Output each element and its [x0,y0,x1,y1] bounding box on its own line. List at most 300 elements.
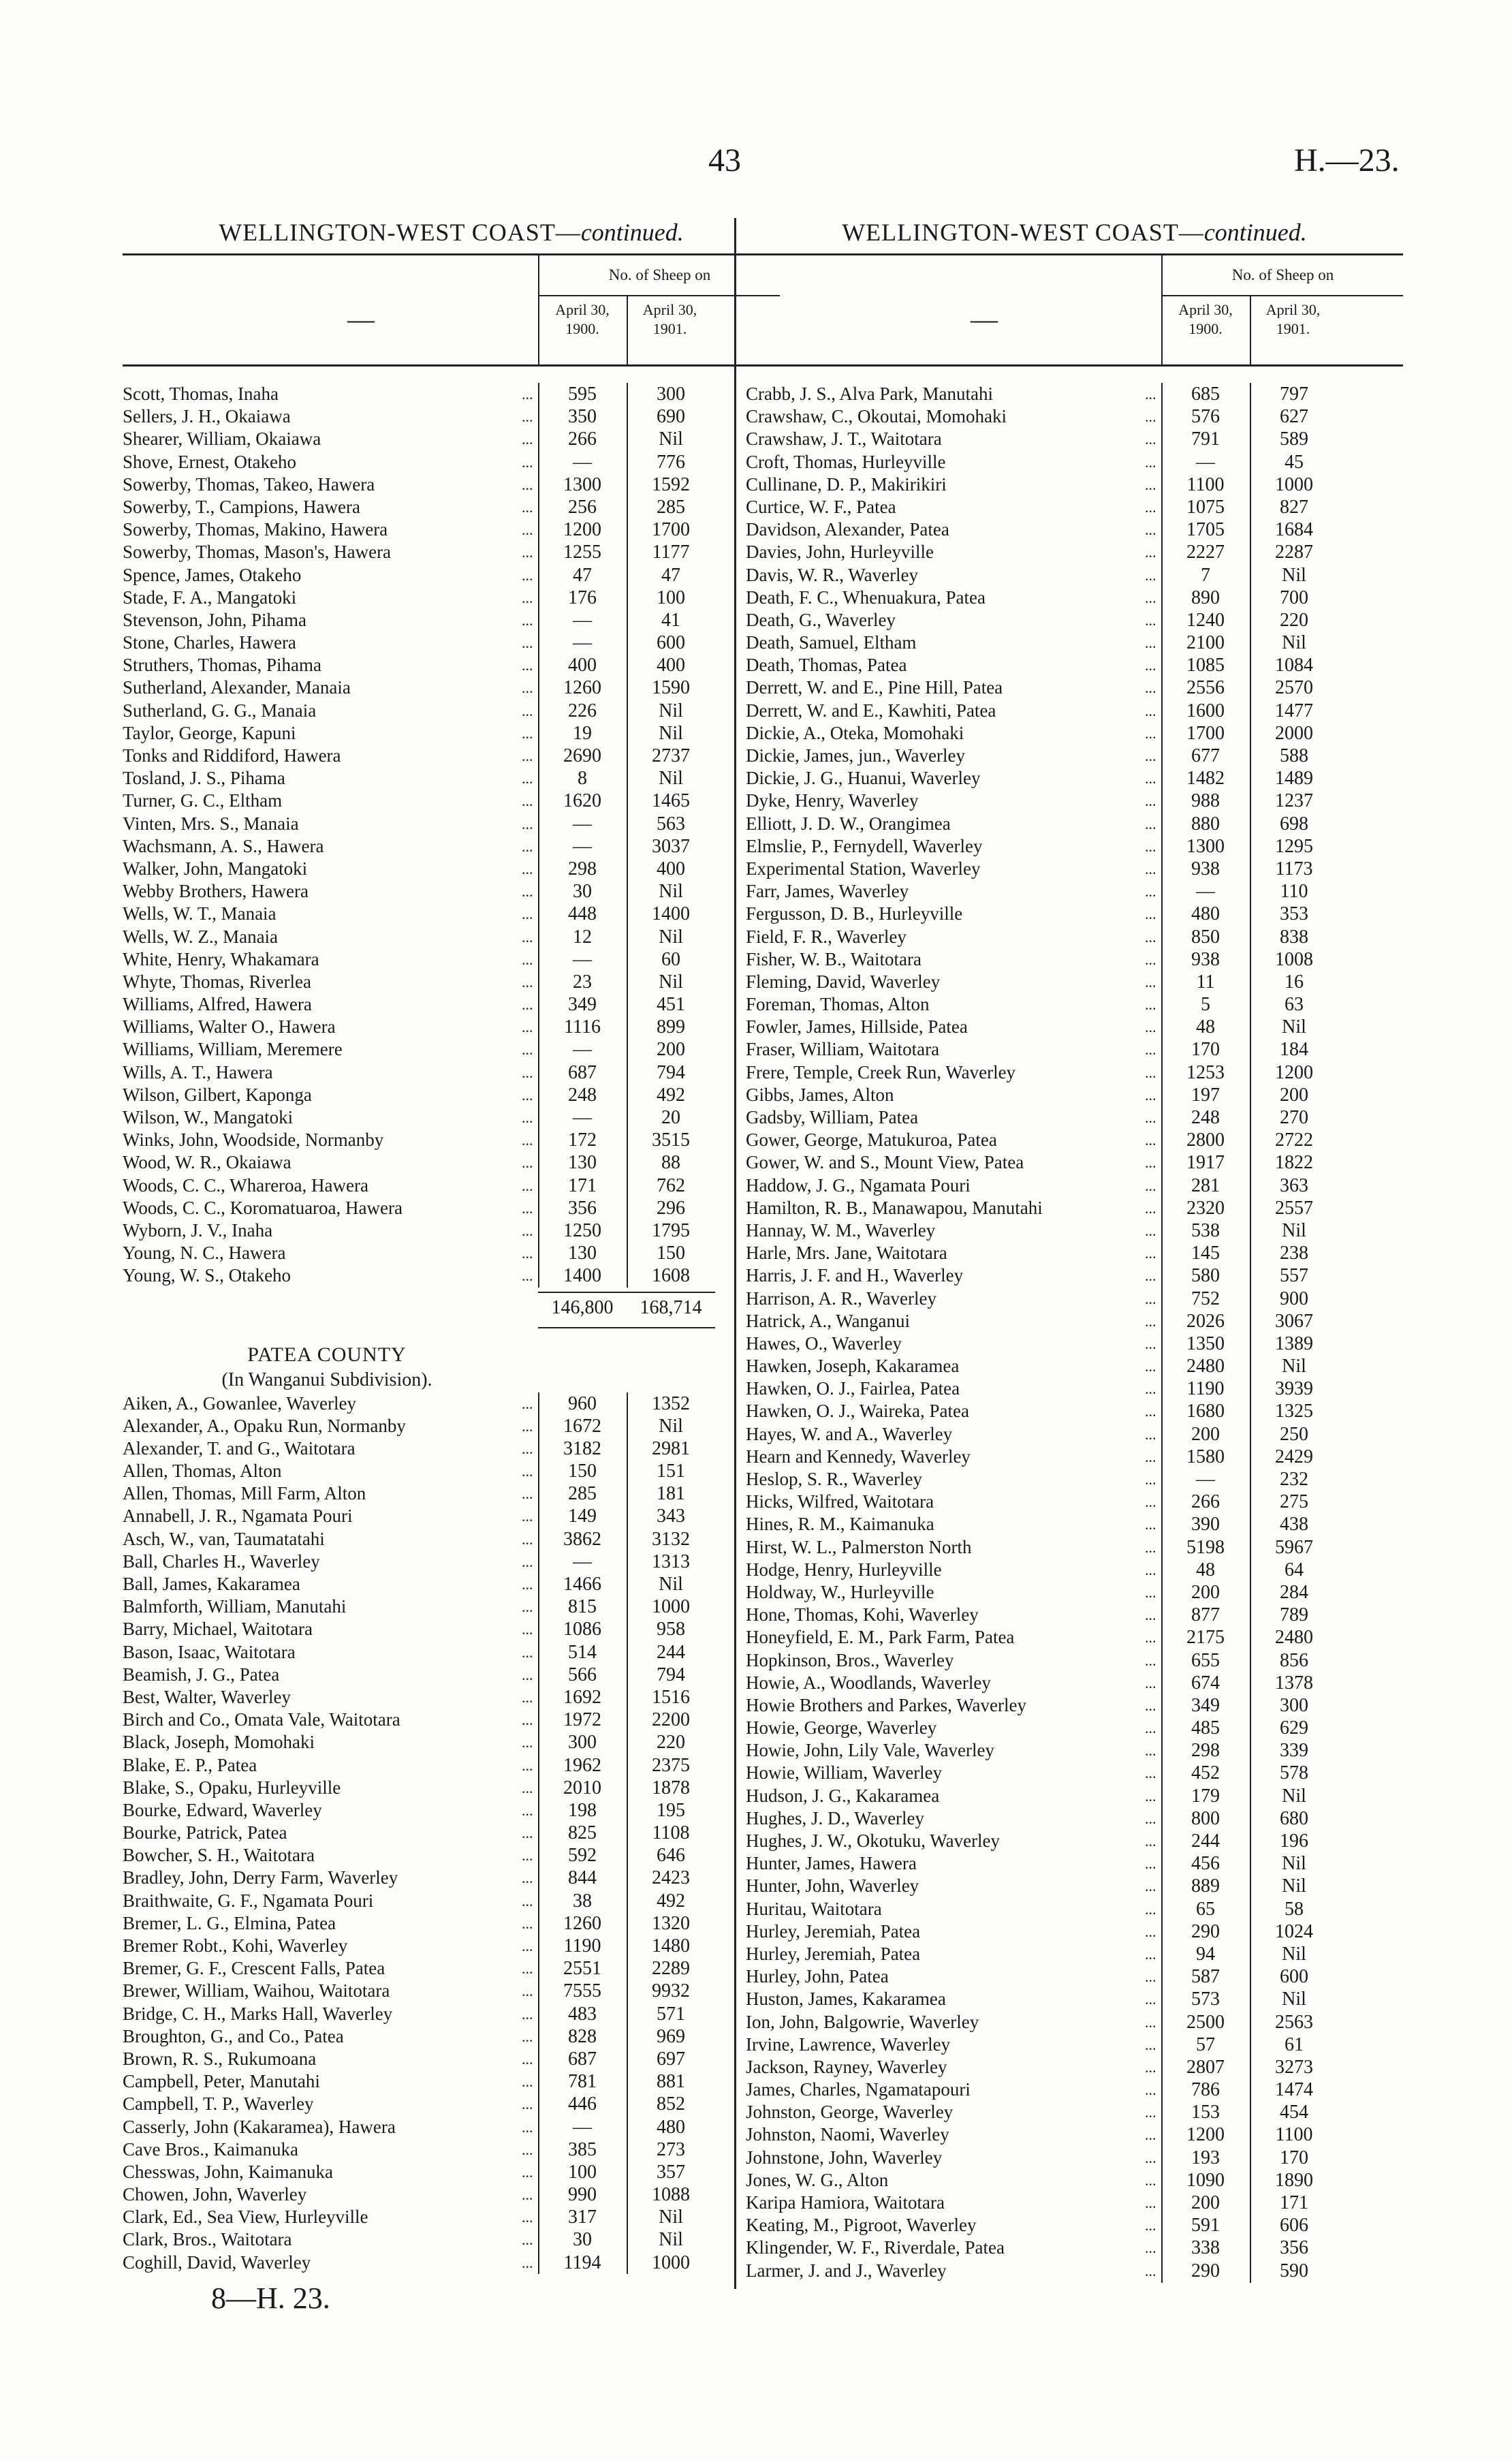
owner-name: Derrett, W. and E., Pine Hill, Patea [746,677,1003,698]
sheep-1901: 588 [1280,745,1308,766]
owner-name: Gibbs, James, Alton [746,1084,894,1105]
table-row [123,1197,780,1219]
sheep-1901: 557 [1280,1265,1308,1287]
name-column-header: — [347,304,375,334]
table-row [746,1174,1403,1197]
owner-name: Sowerby, Thomas, Makino, Hawera [123,519,388,540]
sheep-1900: 687 [568,1061,597,1083]
table-row [746,2011,1403,2034]
owner-name: Bourke, Edward, Waverley [123,1799,322,1820]
table-row [123,1799,780,1822]
sheep-1900: 179 [1191,1785,1220,1807]
sheep-1900: 1620 [563,790,601,812]
leader-dots: ... [1145,1629,1156,1647]
leader-dots: ... [1145,1538,1156,1556]
sheep-1901: 3515 [652,1129,690,1151]
sheep-1901: 2423 [652,1867,690,1889]
sheep-1901: 492 [657,1890,685,1912]
table-row [123,1219,780,1242]
leader-dots: ... [522,1847,533,1865]
sheep-1901: 150 [657,1243,685,1264]
sheep-1900: 988 [1191,790,1220,812]
sheep-1900: 1075 [1186,496,1225,518]
sheep-1901: 2722 [1275,1129,1313,1151]
sheep-1901: 1684 [1275,519,1313,541]
leader-dots: ... [522,950,533,968]
left-section-heading: WELLINGTON-WEST COAST—continued. [219,219,684,246]
sheep-1901: 343 [657,1506,685,1527]
leader-dots: ... [1145,2171,1156,2189]
date-1901-header: April 30, 1901. [1265,301,1321,337]
leader-dots: ... [1145,1312,1156,1330]
sheep-1900: 1116 [564,1016,601,1038]
right-column [746,217,1403,2282]
table-row [123,2206,780,2228]
table-row [746,813,1403,835]
table-row [746,1423,1403,1446]
owner-name: Allen, Thomas, Mill Farm, Alton [123,1483,366,1504]
leader-dots: ... [522,1734,533,1751]
table-row [123,2251,780,2274]
sheep-1900: 1085 [1186,655,1225,676]
leader-dots: ... [522,634,533,652]
leader-dots: ... [1145,1041,1156,1059]
table-row [746,1491,1403,1513]
owner-name: Ion, John, Balgowrie, Waverley [746,2011,979,2032]
sheep-1900: 573 [1191,1989,1220,2010]
owner-name: Winks, John, Woodside, Normanby [123,1129,384,1151]
table-row [123,609,780,632]
sheep-1901: 776 [657,451,685,473]
owner-name: Blake, S., Opaku, Hurleyville [123,1777,341,1798]
leader-dots: ... [1145,2262,1156,2279]
sheep-1900: 938 [1191,858,1220,879]
sheep-1901: 794 [657,1061,685,1083]
leader-dots: ... [1145,973,1156,991]
leader-dots: ... [1145,1855,1156,1873]
owner-name: Howie Brothers and Parkes, Waverley [746,1694,1026,1715]
owner-name: Sutherland, Alexander, Manaia [123,677,351,698]
owner-name: Taylor, George, Kapuni [123,722,296,743]
sheep-1900: 172 [568,1129,597,1151]
table-row [746,1468,1403,1491]
sheep-1900: 1200 [563,519,601,541]
sheep-1900: 48 [1196,1016,1215,1038]
sheep-1900: 566 [568,1664,597,1685]
sheep-1901: 600 [1280,1966,1308,1988]
owner-name: Whyte, Thomas, Riverlea [123,971,311,992]
owner-name: Struthers, Thomas, Pihama [123,655,321,676]
owner-name: Wells, W. Z., Manaia [123,926,279,947]
owner-name: Hodge, Henry, Hurleyville [746,1559,942,1580]
table-row [746,745,1403,767]
table-row [746,993,1403,1016]
sheep-1901: 1108 [652,1822,690,1844]
sheep-1901: 2000 [1275,722,1313,744]
table-row [746,1762,1403,1784]
sheep-1900: 7 [1201,564,1210,586]
leader-dots: ... [522,1154,533,1172]
table-row [746,564,1403,587]
sheep-1901: 284 [1280,1581,1308,1603]
sheep-1900: 145 [1191,1243,1220,1264]
sheep-1901: Nil [659,2207,683,2228]
sheep-1901: 1378 [1275,1672,1313,1694]
owner-name: Gadsby, William, Patea [746,1107,919,1127]
table-row [746,1694,1403,1717]
leader-dots: ... [522,386,533,403]
owner-name: Barry, Michael, Waitotara [123,1619,313,1640]
sheep-1900: 687 [568,2048,597,2070]
sheep-1901: 690 [657,406,685,428]
sheep-1900: 1190 [1186,1378,1225,1400]
sheep-1900: 350 [568,406,597,428]
owner-name: White, Henry, Whakamara [123,948,319,969]
leader-dots: ... [522,792,533,810]
sheep-1901: Nil [1282,1016,1306,1038]
sheep-1900: 538 [1191,1219,1220,1241]
leader-dots: ... [1145,1335,1156,1352]
leader-dots: ... [522,1109,533,1126]
leader-dots: ... [522,860,533,877]
owner-name: Dickie, James, jun., Waverley [746,745,965,766]
table-row [746,1807,1403,1830]
table-row [123,473,780,496]
leader-dots: ... [1145,657,1156,674]
sheep-1900: 1086 [563,1619,601,1640]
table-row [746,496,1403,518]
leader-dots: ... [1145,747,1156,764]
leader-dots: ... [1145,1290,1156,1307]
leader-dots: ... [1145,1448,1156,1465]
sheep-1901: 1237 [1275,790,1313,812]
owner-name: Howie, John, Lily Vale, Waverley [746,1740,995,1761]
leader-dots: ... [522,679,533,697]
owner-name: Beamish, J. G., Patea [123,1664,280,1685]
leader-dots: ... [522,1018,533,1036]
owner-name: Hamilton, R. B., Manawapou, Manutahi [746,1197,1043,1218]
sheep-1900: 1350 [1186,1333,1225,1354]
owner-name: Hines, R. M., Kaimanuka [746,1514,934,1535]
table-row [123,1437,780,1460]
table-row [746,587,1403,609]
table-row [123,1618,780,1640]
owner-name: Wilson, W., Mangatoki [123,1107,294,1127]
table-row [746,2260,1403,2282]
sheep-1900: 266 [568,428,597,450]
owner-name: Farr, James, Waverley [746,881,909,902]
leader-dots: ... [522,1801,533,1819]
sheep-1900: — [573,451,592,473]
leader-dots: ... [522,702,533,719]
table-row [123,2025,780,2048]
owner-name: Keating, M., Pigroot, Waverley [746,2215,977,2236]
leader-dots: ... [1145,996,1156,1014]
sheep-1901: 589 [1280,428,1308,450]
owner-name: Shearer, William, Okaiawa [123,428,321,450]
table-row [746,632,1403,654]
owner-name: Fisher, W. B., Waitotara [746,948,922,969]
owner-name: Hopkinson, Bros., Waverley [746,1649,954,1670]
sheep-1901: 627 [1280,406,1308,428]
owner-name: Stevenson, John, Pihama [123,609,306,630]
leader-dots: ... [1145,1221,1156,1239]
sheep-1901: 220 [657,1732,685,1754]
leader-dots: ... [522,973,533,991]
owner-name: Jackson, Rayney, Waverley [746,2056,947,2077]
sheep-1901: 151 [657,1461,685,1482]
sheep-1901: 1700 [652,519,690,541]
sheep-1901: 184 [1280,1039,1308,1061]
owner-name: Chowen, John, Waverley [123,2184,307,2205]
sheep-1900: — [573,609,592,631]
sheep-1900: 1580 [1186,1446,1225,1467]
leader-dots: ... [522,2209,533,2226]
leader-dots: ... [522,2254,533,2271]
table-row [123,767,780,790]
sheep-1900: 752 [1191,1288,1220,1309]
leader-dots: ... [522,2118,533,2136]
sheep-1901: 578 [1280,1762,1308,1784]
table-row [746,473,1403,496]
owner-name: Derrett, W. and E., Kawhiti, Patea [746,700,996,721]
owner-name: Hicks, Wilfred, Waitotara [746,1491,934,1512]
owner-name: Hurley, Jeremiah, Patea [746,1943,921,1964]
sheep-1900: 446 [568,2093,597,2115]
sheep-1900: 938 [1191,948,1220,970]
sheep-1900: 2800 [1186,1129,1225,1151]
table-row [746,1288,1403,1310]
owner-name: Hughes, J. D., Waverley [746,1807,925,1828]
owner-name: Howie, William, Waverley [746,1762,943,1783]
sheep-1901: 1592 [652,473,690,495]
table-row [123,1528,780,1551]
owner-name: Bridge, C. H., Marks Hall, Waverley [123,2003,393,2024]
sheep-1901: 1822 [1275,1152,1313,1174]
sheep-1901: 170 [1280,2147,1308,2168]
leader-dots: ... [1145,679,1156,697]
sheep-1900: 576 [1191,406,1220,428]
sheep-1901: Nil [659,926,683,948]
table-row [123,1264,780,1287]
leader-dots: ... [1145,2104,1156,2121]
owner-name: Aiken, A., Gowanlee, Waverley [123,1392,356,1414]
sheep-1901: 629 [1280,1717,1308,1739]
table-row [746,676,1403,699]
sheep-1900: — [1196,881,1215,903]
sheep-1900: 1190 [563,1935,601,1957]
sheep-1901: 1313 [652,1551,690,1572]
leader-dots: ... [1145,2081,1156,2099]
owner-name: Bourke, Patrick, Patea [123,1822,287,1843]
leader-dots: ... [1145,566,1156,584]
sheep-1900: — [1196,451,1215,473]
sheep-1901: 195 [657,1799,685,1821]
table-row [746,971,1403,993]
sheep-1901: 900 [1280,1288,1308,1309]
owner-name: Shove, Ernest, Otakeho [123,451,296,472]
leader-dots: ... [522,1530,533,1548]
leader-dots: ... [522,611,533,629]
sheep-1901: 2557 [1275,1197,1313,1219]
leader-dots: ... [522,1086,533,1104]
sheep-1901: 3939 [1275,1378,1313,1400]
leader-dots: ... [522,1439,533,1457]
sheep-1900: 825 [568,1822,597,1844]
table-row [123,948,780,971]
table-row [123,1777,780,1799]
sheep-1901: 400 [657,655,685,676]
owner-name: Hayes, W. and A., Waverley [746,1423,953,1444]
leader-dots: ... [1145,837,1156,855]
sheep-1901: 200 [657,1039,685,1061]
sheep-1901: Nil [659,768,683,790]
owner-name: Hughes, J. W., Okotuku, Waverley [746,1830,1001,1851]
table-row [123,2116,780,2138]
table-row [746,926,1403,948]
table-row [123,2093,780,2115]
table-row [123,676,780,699]
table-row [746,880,1403,903]
sheep-1900: 2480 [1186,1356,1225,1377]
sheep-1901: 590 [1280,2260,1308,2281]
table-row [746,1852,1403,1875]
leader-dots: ... [1145,1177,1156,1194]
sheep-1901: 1516 [652,1686,690,1708]
owner-name: Sowerby, T., Campions, Hawera [123,496,360,517]
sheep-1901: 300 [657,384,685,405]
sheep-1900: 12 [573,926,592,948]
sheep-1900: 1090 [1186,2169,1225,2191]
sheep-1901: 698 [1280,813,1308,835]
table-row [123,1573,780,1595]
sheep-1900: 298 [1191,1740,1220,1762]
owner-name: Elmslie, P., Fernydell, Waverley [746,835,983,856]
owner-name: Cullinane, D. P., Makirikiri [746,473,947,495]
leader-dots: ... [1145,386,1156,403]
table-row [746,1129,1403,1151]
sheep-1900: 390 [1191,1514,1220,1536]
table-row [746,1988,1403,2010]
leader-dots: ... [522,1688,533,1706]
owner-name: Bremer Robt., Kohi, Waverley [123,1935,348,1956]
sheep-1900: 889 [1191,1875,1220,1897]
owner-name: Heslop, S. R., Waverley [746,1469,923,1489]
sheep-1900: 8 [578,768,587,790]
owner-name: Huston, James, Kakaramea [746,1989,946,2010]
sheep-1901: 58 [1285,1898,1304,1920]
owner-name: Ball, James, Kakaramea [123,1574,300,1594]
table-row [123,835,780,858]
table-row [123,1505,780,1527]
sheep-1901: 700 [1280,587,1308,608]
sheep-1900: 2010 [563,1777,601,1798]
table-row [123,654,780,676]
sheep-1900: 193 [1191,2147,1220,2168]
sheep-1901: 852 [657,2093,685,2115]
sheep-1901: 1000 [1275,473,1313,495]
sheep-1900: 47 [573,564,592,586]
date-1900-header: April 30, 1900. [555,301,610,337]
owner-name: Sowerby, Thomas, Takeo, Hawera [123,473,375,495]
sheep-1900: 1972 [563,1709,601,1731]
leader-dots: ... [1145,2036,1156,2053]
table-row [746,1219,1403,1242]
leader-dots: ... [1145,1674,1156,1692]
table-row [123,518,780,541]
sheep-1901: 697 [657,2048,685,2070]
leader-dots: ... [1145,1109,1156,1126]
sheep-1900: 226 [568,700,597,721]
sheep-1900: 2690 [563,745,601,766]
table-row [746,1604,1403,1626]
owner-name: Hunter, John, Waverley [746,1875,919,1897]
table-row [123,1595,780,1618]
owner-name: Hurley, John, Patea [746,1966,889,1987]
sheep-1901: 356 [1280,2237,1308,2259]
owner-name: Vinten, Mrs. S., Manaia [123,813,299,834]
sheep-1900: 281 [1191,1174,1220,1196]
sheep-1900: 38 [573,1890,592,1912]
sheep-1900: 198 [568,1799,597,1821]
owner-name: Gower, W. and S., Mount View, Patea [746,1152,1024,1173]
table-row [123,1709,780,1731]
sheep-1900: 3182 [563,1437,601,1459]
leader-dots: ... [522,1576,533,1593]
table-row [123,541,780,563]
owner-name: Fleming, David, Waverley [746,971,941,992]
sheep-1901: 2981 [652,1437,690,1459]
sheep-1901: Nil [1282,1853,1306,1875]
sheep-1901: 454 [1280,2102,1308,2123]
owner-name: Hawes, O., Waverley [746,1333,902,1354]
sheep-1901: 1325 [1275,1401,1313,1422]
table-row [123,1957,780,1980]
leader-dots: ... [522,1485,533,1503]
sheep-1901: 1024 [1275,1920,1313,1942]
sheep-1901: Nil [1282,1875,1306,1897]
sheep-1900: 595 [568,384,597,405]
sheep-1901: 220 [1280,609,1308,631]
table-row [123,1731,780,1754]
sheep-1900: — [573,813,592,835]
table-row [123,1084,780,1106]
sheep-1901: Nil [1282,1785,1306,1807]
leader-dots: ... [522,2231,533,2249]
table-row [746,1649,1403,1672]
leader-dots: ... [1145,1583,1156,1601]
sheep-1901: 492 [657,1084,685,1106]
table-row [123,1151,780,1174]
sheep-1901: 1474 [1275,2079,1313,2101]
owner-name: Death, Samuel, Eltham [746,632,917,653]
sheep-1901: 171 [1280,2192,1308,2213]
leader-dots: ... [522,1982,533,2000]
sheep-1900: 877 [1191,1604,1220,1626]
sheep-1901: Nil [659,722,683,744]
owner-name: Hurley, Jeremiah, Patea [746,1920,921,1942]
sheep-1901: 41 [661,609,680,631]
table-row [123,451,780,473]
sheep-1900: 2500 [1186,2011,1225,2033]
table-row [123,1980,780,2002]
owner-name: Braithwaite, G. F., Ngamata Pouri [123,1890,374,1911]
owner-name: Annabell, J. R., Ngamata Pouri [123,1506,353,1527]
owner-name: Wells, W. T., Manaia [123,903,277,924]
leader-dots: ... [1145,1922,1156,1940]
sheep-1900: 1253 [1186,1061,1225,1083]
leader-dots: ... [1145,476,1156,493]
